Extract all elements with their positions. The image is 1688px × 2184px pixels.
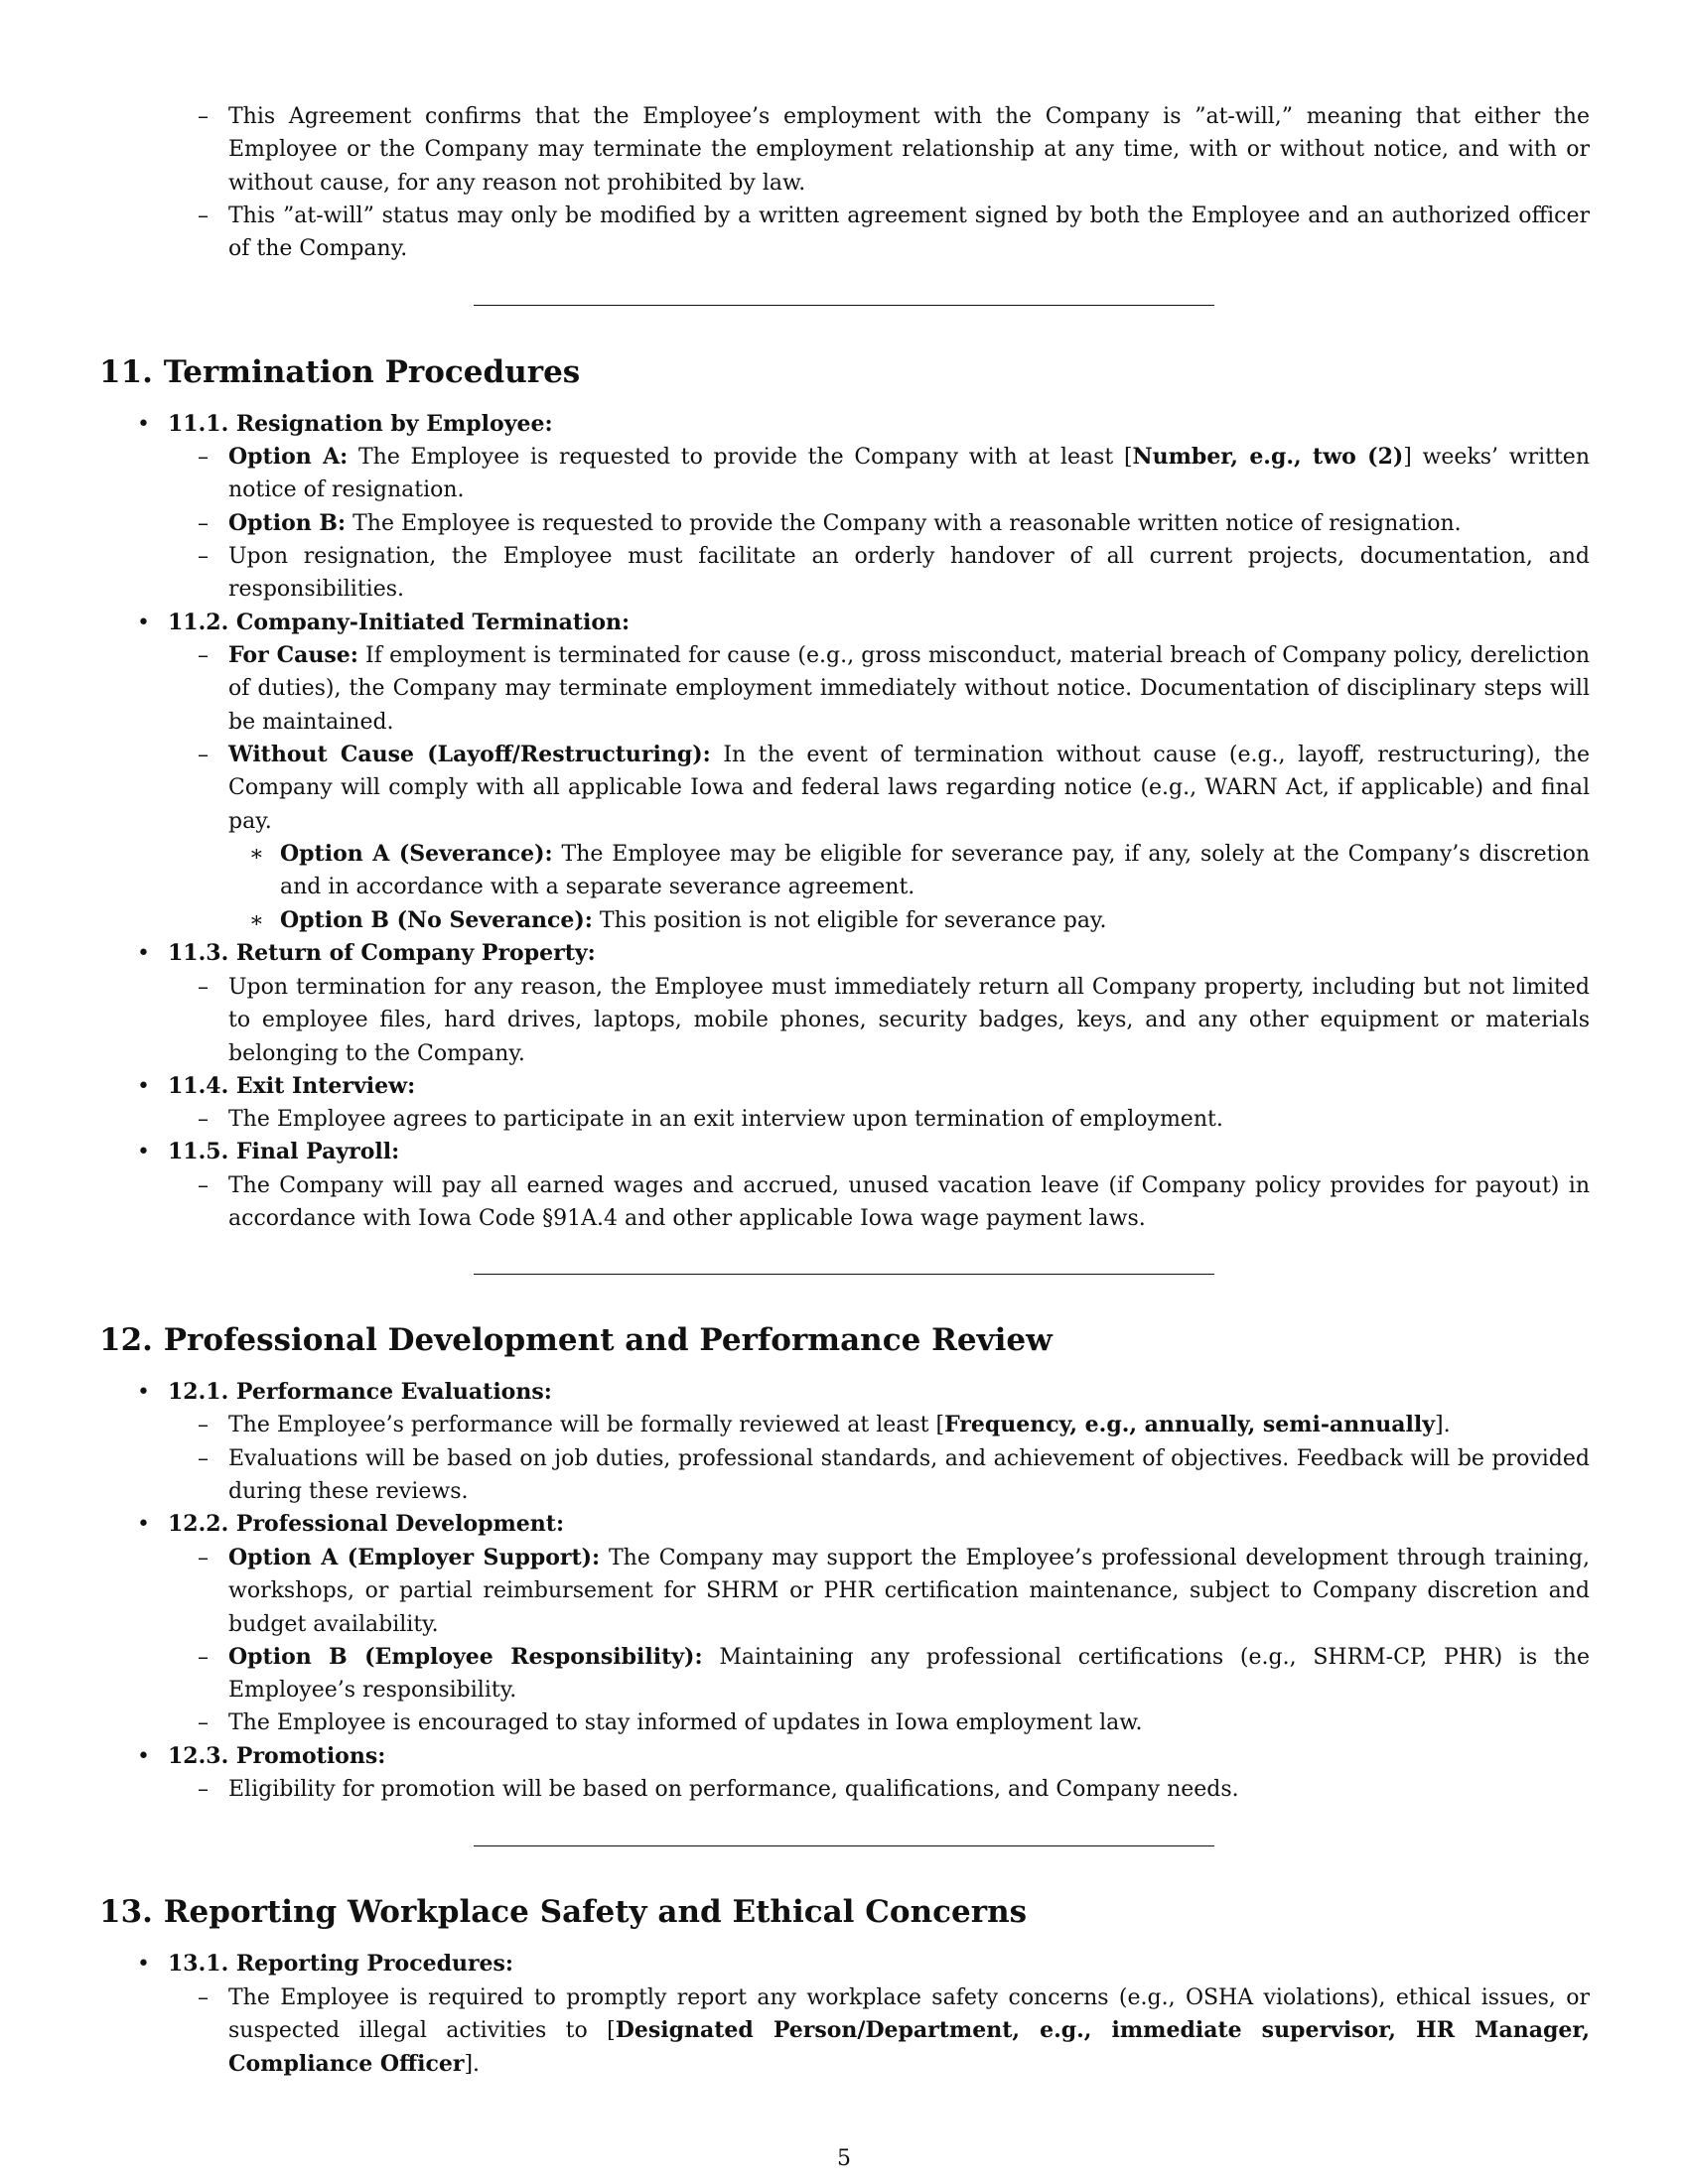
- resignation-option-b: Option B: The Employee is requested to provide the Company with a reasonable written notice of resignation.: [228, 510, 1462, 536]
- termination-for-cause: For Cause: If employment is terminated for cause (e.g., gross misconduct, material breach of Company policy, dereliction of duties), the Company may terminate employment immediately without notice. Documentation of disciplinary steps will be maintained.: [228, 642, 1590, 735]
- stay-informed-text: The Employee is encouraged to stay informed of updates in Iowa employment law.: [228, 1710, 1143, 1735]
- section-divider: [474, 1274, 1214, 1275]
- resignation-handover: Upon resignation, the Employee must facilitate an orderly handover of all current projects, documentation, and responsibilities.: [228, 544, 1590, 603]
- section-11-heading: 11. Termination Procedures: [99, 354, 581, 390]
- dash-marker: –: [198, 643, 209, 668]
- star-marker: ∗: [249, 842, 264, 867]
- review-frequency-text: The Employee’s performance will be formally reviewed at least [Frequency, e.g., annually, semi-annually].: [228, 1412, 1451, 1437]
- dash-marker: –: [198, 975, 209, 1000]
- dash-marker: –: [198, 1777, 209, 1802]
- subsection-11-5-label: 11.5. Final Payroll:: [168, 1139, 400, 1164]
- development-option-a: Option A (Employer Support): The Company may support the Employee’s professional development through training, workshops, or partial reimbursement for SHRM or PHR certification maintenance, subject to Company discretion and budget availability.: [228, 1545, 1590, 1637]
- development-option-b: Option B (Employee Responsibility): Maintaining any professional certifications (e.g., SHRM-CP, PHR) is the Employee’s responsibility.: [228, 1644, 1590, 1704]
- dash-marker: –: [198, 104, 209, 129]
- section-13-heading: 13. Reporting Workplace Safety and Ethical Concerns: [99, 1894, 1028, 1930]
- bullet-marker: •: [137, 941, 150, 966]
- dash-marker: –: [198, 1985, 209, 2010]
- bullet-marker: •: [137, 1074, 150, 1099]
- subsection-11-3-label: 11.3. Return of Company Property:: [168, 940, 596, 966]
- bullet-marker: •: [137, 1140, 150, 1164]
- dash-marker: –: [198, 1546, 209, 1570]
- page-number: 5: [837, 2146, 851, 2171]
- dash-marker: –: [198, 445, 209, 470]
- bullet-marker: •: [137, 1512, 150, 1537]
- exit-interview-text: The Employee agrees to participate in an exit interview upon termination of employment.: [228, 1107, 1223, 1132]
- evaluation-basis-text: Evaluations will be based on job duties, professional standards, and achievement of objectives. Feedback will be provided during these reviews.: [228, 1446, 1590, 1505]
- star-marker: ∗: [249, 908, 264, 933]
- reporting-procedures-text: The Employee is required to promptly report any workplace safety concerns (e.g., OSHA violations), ethical issues, or suspected illegal activities to [Designated Person/Department, e.g., immediate supervisor, HR Manager, Compliance Officer].: [228, 1985, 1590, 2077]
- termination-without-cause: Without Cause (Layoff/Restructuring): In the event of termination without cause (e.g., layoff, restructuring), the Company will comply with all applicable Iowa and federal laws regarding notice (e.g., WARN Act, if applicable) and final pay.: [228, 742, 1590, 834]
- dash-marker: –: [198, 1107, 209, 1132]
- at-will-paragraph: This Agreement confirms that the Employee’s employment with the Company is ”at-will,” meaning that either the Employee or the Company may terminate the employment relationship at any time, with or without notice, and with or without cause, for any reason not prohibited by law.: [228, 104, 1590, 196]
- subsection-11-1-label: 11.1. Resignation by Employee:: [168, 411, 553, 437]
- section-12-heading: 12. Professional Development and Performance Review: [99, 1322, 1053, 1358]
- section-divider: [474, 305, 1214, 306]
- dash-marker: –: [198, 1710, 209, 1735]
- return-property-text: Upon termination for any reason, the Employee must immediately return all Company property, including but not limited to employee files, hard drives, laptops, mobile phones, security badges, keys, and any other equipment or materials belonging to the Company.: [228, 975, 1590, 1066]
- subsection-13-1-label: 13.1. Reporting Procedures:: [168, 1951, 514, 1977]
- dash-marker: –: [198, 1645, 209, 1670]
- dash-marker: –: [198, 1446, 209, 1471]
- dash-marker: –: [198, 544, 209, 569]
- final-payroll-text: The Company will pay all earned wages and accrued, unused vacation leave (if Company policy provides for payout) in accordance with Iowa Code §91A.4 and other applicable Iowa wage payment laws.: [228, 1173, 1590, 1232]
- subsection-11-2-label: 11.2. Company-Initiated Termination:: [168, 610, 631, 635]
- dash-marker: –: [198, 204, 209, 228]
- section-divider: [474, 1845, 1214, 1846]
- bullet-marker: •: [137, 611, 150, 635]
- at-will-modification-paragraph: This ”at-will” status may only be modified by a written agreement signed by both the Employee and an authorized officer of the Company.: [228, 204, 1590, 262]
- dash-marker: –: [198, 1413, 209, 1437]
- resignation-option-a: Option A: The Employee is requested to provide the Company with at least [Number, e.g., two (2)] weeks’ written notice of resignation.: [228, 444, 1590, 503]
- severance-option-a: Option A (Severance): The Employee may be eligible for severance pay, if any, solely at the Company’s discretion and in accordance with a separate severance agreement.: [280, 841, 1590, 900]
- bullet-marker: •: [137, 1744, 150, 1769]
- severance-option-b: Option B (No Severance): This position is not eligible for severance pay.: [280, 907, 1107, 933]
- bullet-marker: •: [137, 412, 150, 437]
- subsection-11-4-label: 11.4. Exit Interview:: [168, 1073, 416, 1099]
- dash-marker: –: [198, 743, 209, 767]
- bullet-marker: •: [137, 1380, 150, 1405]
- subsection-12-2-label: 12.2. Professional Development:: [168, 1511, 565, 1537]
- subsection-12-1-label: 12.1. Performance Evaluations:: [168, 1379, 552, 1405]
- subsection-12-3-label: 12.3. Promotions:: [168, 1743, 386, 1769]
- bullet-marker: •: [137, 1952, 150, 1977]
- dash-marker: –: [198, 511, 209, 536]
- dash-marker: –: [198, 1173, 209, 1198]
- promotions-text: Eligibility for promotion will be based on performance, qualifications, and Company needs.: [228, 1777, 1239, 1802]
